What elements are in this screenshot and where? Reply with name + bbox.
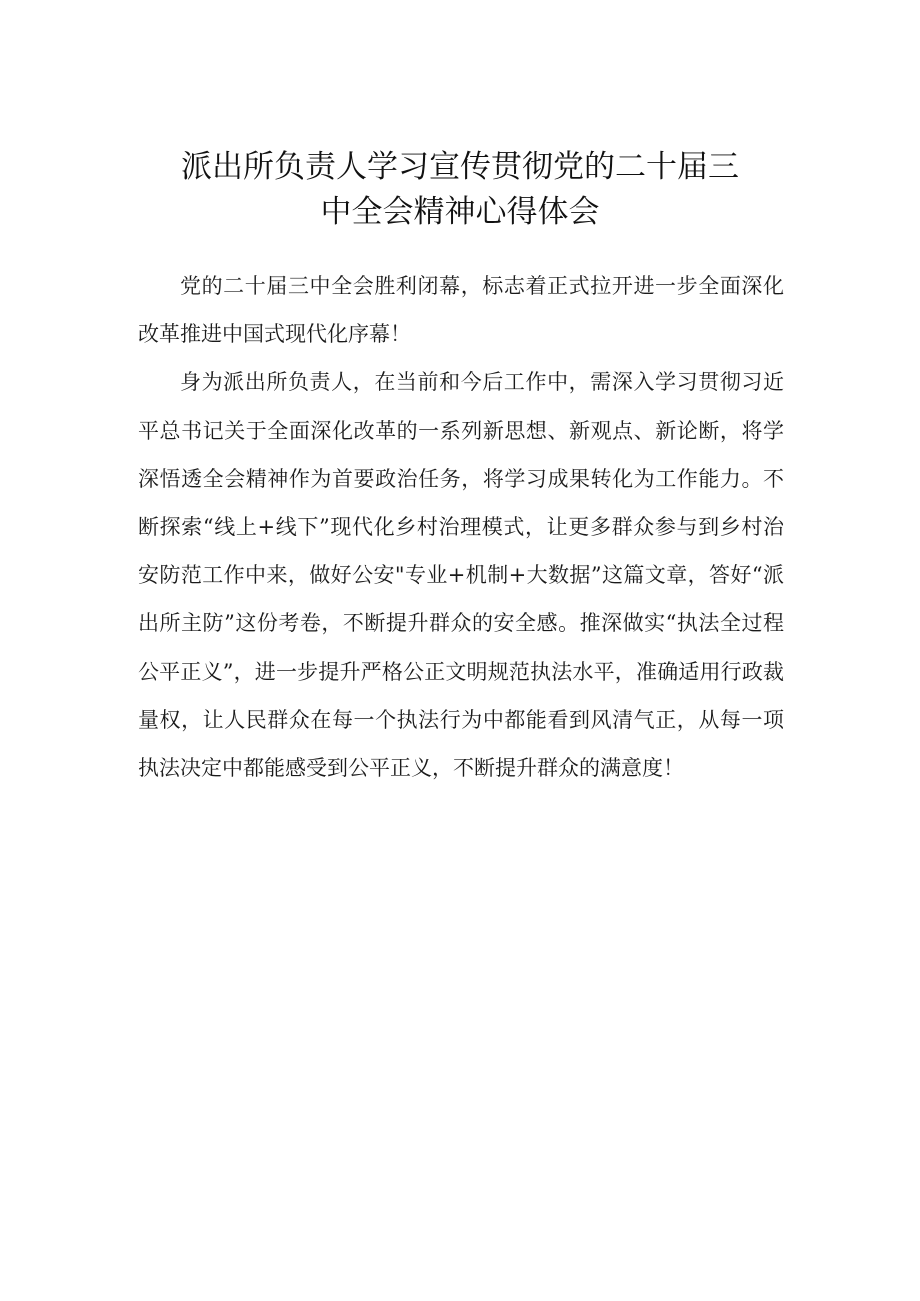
title-line-1: 派出所负责人学习宣传贯彻党的二十届三: [181, 149, 739, 185]
paragraph-2: 身为派出所负责人，在当前和今后工作中，需深入学习贯彻习近平总书记关于全面深化改革的一系列新思想、新观点、新论断，将学深悟透全会精神作为首要政治任务，将学习成果转化为工作能力。不断探索“线上+线下”现代化乡村治理模式，让更多群众参与到乡村治安防范工作中来，做好公安"专业+机制+大数据”这篇文章，答好“派出所主防”这份考卷，不断提升群众的安全感。推深做实“执法全过程公平正义”，进一步提升严格公正文明规范执法水平，准确适用行政裁量权，让人民群众在每一个执法行为中都能看到风清气正，从每一项执法决定中都能感受到公平正义，不断提升群众的满意度！: [138, 370, 784, 781]
title-line-2: 中全会精神心得体会: [320, 194, 600, 230]
paragraph-1: 党的二十届三中全会胜利闭幕，标志着正式拉开进一步全面深化改革推进中国式现代化序幕！: [138, 274, 784, 347]
document-title: [100, 145, 820, 235]
document-body: [138, 262, 784, 792]
